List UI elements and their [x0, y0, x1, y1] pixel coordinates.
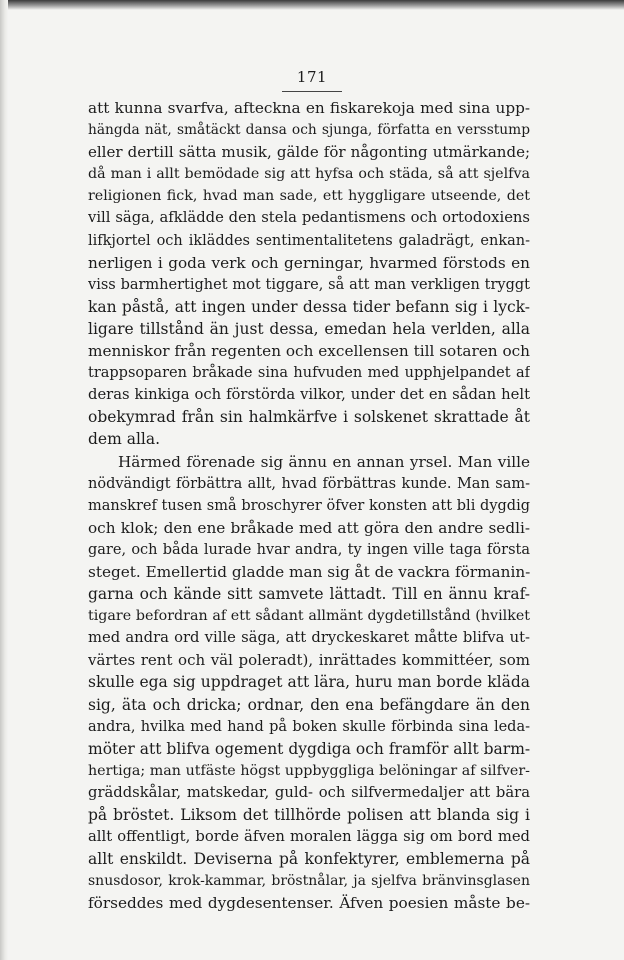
text-line: på bröstet. Liksom det tillhörde polisen att blanda sig i [88, 806, 530, 824]
text-line: och klok; den ene bråkade med att göra den andre sedli- [88, 518, 530, 537]
text-line: tigare befordran af ett sådant allmänt dygdetillstånd (hvilket [88, 608, 530, 625]
text-line: att kunna svarfva, afteckna en fiskarekoja med sina upp- [88, 99, 530, 117]
text-line: Härmed förenade sig ännu en annan yrsel. Man ville [118, 452, 530, 471]
text-line: allt enskildt. Deviserna på konfektyrer, emblemerna på [88, 850, 530, 869]
text-line: sig, äta och dricka; ordnar, den ena befängdare än den [88, 695, 530, 714]
text-line: dem alla. [88, 430, 161, 449]
text-line: manskref tusen små broschyrer öfver konsten att bli dygdig [88, 497, 530, 514]
text-line: steget. Emellertid gladde man sig åt de vackra förmanin- [88, 562, 530, 581]
text-line: lifkjortel och ikläddes sentimentalitetens galadrägt, enkan- [88, 232, 530, 249]
text-line: andra, hvilka med hand på boken skulle förbinda sina leda- [88, 718, 530, 735]
text-line: religionen fick, hvad man sade, ett hyggligare utseende, det [88, 188, 530, 205]
scan-left-edge [0, 0, 8, 960]
text-line: hertiga; man utfäste högst uppbyggliga belöningar af silfver- [88, 762, 530, 779]
text-line: obekymrad från sin halmkärfve i solskenet skrattade åt [88, 408, 530, 427]
text-line: nödvändigt förbättra allt, hvad förbättras kunde. Man sam- [88, 475, 530, 492]
text-line: deras kinkiga och förstörda vilkor, under det en sådan helt [88, 386, 530, 404]
text-line: viss barmhertighet mot tiggare, så att man verkligen tryggt [88, 276, 530, 293]
text-line: garna och kände sitt samvete lättadt. Till en ännu kraf- [88, 585, 530, 604]
text-line: nerligen i goda verk och gerningar, hvarmed förstods en [88, 253, 530, 272]
text-line: då man i allt bemödade sig att hyfsa och städa, så att sjelfva [88, 166, 530, 183]
text-line: eller dertill sätta musik, gälde för någonting utmärkande; [88, 143, 530, 162]
text-line: ligare tillstånd än just dessa, emedan hela verlden, alla [88, 319, 530, 338]
text-line: trappsoparen bråkade sina hufvuden med upphjelpandet af [88, 365, 530, 382]
text-line: möter att blifva ogement dygdiga och framför allt barm- [88, 739, 530, 758]
text-line: skulle ega sig uppdraget att lära, huru man borde kläda [88, 673, 530, 692]
text-line: kan påstå, att ingen under dessa tider befann sig i lyck- [88, 297, 530, 316]
page-number-rule [282, 91, 342, 92]
text-line: gare, och båda lurade hvar andra, ty ingen ville taga första [88, 541, 530, 558]
text-line: allt offentligt, borde äfven moralen lägga sig om bord med [88, 828, 530, 846]
text-line: värtes rent och väl poleradt), inrättades kommittéer, som [88, 651, 530, 670]
text-line: snusdosor, krok-kammar, bröstnålar, ja sjelfva bränvinsglasen [88, 873, 530, 890]
text-body [88, 97, 530, 914]
text-line: hängda nät, småtäckt dansa och sjunga, författa en versstump [88, 122, 530, 139]
text-line: förseddes med dygdesentenser. Äfven poesien måste be- [88, 894, 530, 913]
text-line: vill säga, afklädde den stela pedantismens och ortodoxiens [88, 209, 530, 227]
text-line: med andra ord ville säga, att dryckeskaret måtte blifva ut- [88, 629, 530, 647]
page-number: 171 [296, 68, 328, 86]
text-line: menniskor från regenten och excellensen till sotaren och [88, 342, 530, 361]
text-line: gräddskålar, matskedar, guld- och silfvermedaljer att bära [88, 783, 530, 801]
scan-top-edge [0, 0, 624, 10]
